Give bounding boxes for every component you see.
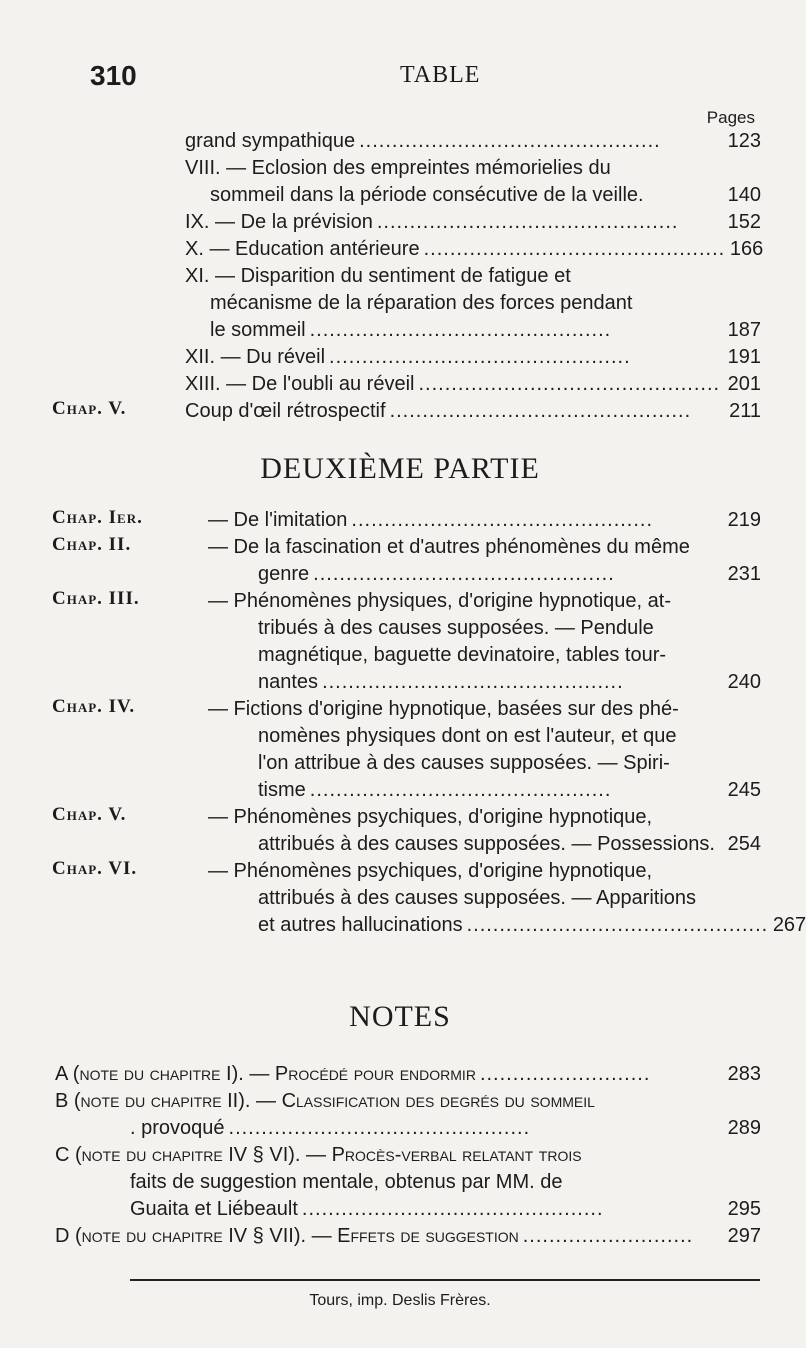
entry-text: genre <box>258 563 310 585</box>
toc-entry-continued <box>258 723 761 750</box>
note-entry: D (note du chapitre IV § VII). — Effets de suggestion .......................... 297 <box>55 1223 761 1250</box>
toc-entry-continued <box>258 615 761 642</box>
chapter-label: Chap. IV. <box>52 696 136 717</box>
entry-page: 295 <box>727 1198 761 1220</box>
entry-text: — Phénomènes psychiques, d'origine hypnotique, <box>208 860 653 882</box>
note-entry-continued: . provoqué .............................................. 289 <box>130 1115 761 1142</box>
page-number: 310 <box>90 60 137 91</box>
entry-page: 166 <box>729 238 764 260</box>
entry-page: 152 <box>727 211 761 233</box>
entry-page: 123 <box>727 130 761 152</box>
entry-page: 267 <box>772 914 806 936</box>
pages-column-label: Pages <box>706 108 755 127</box>
running-title: TABLE <box>400 62 481 88</box>
entry-text: D (note du chapitre IV § VII). — Effets de suggestion <box>55 1225 519 1247</box>
entry-text: nomènes physiques dont on est l'auteur, et que <box>258 725 677 747</box>
entry-text: IX. — De la prévision <box>185 211 373 233</box>
entry-text: et autres hallucinations <box>258 914 463 936</box>
note-entry <box>55 1088 761 1115</box>
entry-page: 240 <box>727 671 761 693</box>
toc-entry <box>208 696 761 723</box>
entry-text: sommeil dans la période consécutive de la veille. <box>210 184 644 206</box>
note-entry-continued: Guaita et Liébeault .............................................. 295 <box>130 1196 761 1223</box>
entry-text: X. — Education antérieure <box>185 238 420 260</box>
toc-entry-continued: genre .............................................. 231 <box>258 561 761 588</box>
entry-text: A (note du chapitre I). — Procédé pour endormir <box>55 1063 476 1085</box>
note-entry: A (note du chapitre I). — Procédé pour endormir .......................... 283 <box>55 1061 761 1088</box>
toc-entry <box>208 804 761 831</box>
chapter-label: Chap. VI. <box>52 858 138 879</box>
entry-text: . provoqué <box>130 1117 225 1139</box>
entry-text: — Fictions d'origine hypnotique, basées sur des phé- <box>208 698 679 720</box>
entry-page: 219 <box>727 509 761 531</box>
entry-text: le sommeil <box>210 319 306 341</box>
toc-entry <box>185 263 761 290</box>
notes-title: NOTES <box>349 1000 451 1033</box>
entry-text: nantes <box>258 671 319 693</box>
toc-entry-continued: le sommeil .............................................. 187 <box>210 317 761 344</box>
toc-entry <box>208 588 761 615</box>
entry-text: XIII. — De l'oubli au réveil <box>185 373 415 395</box>
entry-text: grand sympathique <box>185 130 356 152</box>
entry-text: C (note du chapitre IV § VI). — Procès-verbal relatant trois <box>55 1144 582 1166</box>
footer-rule <box>130 1279 760 1281</box>
entry-page: 140 <box>727 184 761 206</box>
toc-entry-continued <box>258 831 761 858</box>
entry-page: 201 <box>727 373 761 395</box>
printer-imprint: Tours, imp. Deslis Frères. <box>309 1292 491 1309</box>
part-title: DEUXIÈME PARTIE <box>260 452 540 485</box>
entry-text: — De l'imitation <box>208 509 348 531</box>
entry-text: XII. — Du réveil <box>185 346 326 368</box>
entry-page: 297 <box>727 1225 761 1247</box>
entry-text: l'on attribue à des causes supposées. — Spiri- <box>258 752 670 774</box>
entry-text: tisme <box>258 779 306 801</box>
toc-entry: X. — Education antérieure .............................................. 166 <box>185 236 761 263</box>
entry-page: 211 <box>729 400 761 422</box>
toc-entry-continued: nantes .............................................. 240 <box>258 669 761 696</box>
entry-text: tribués à des causes supposées. — Pendule <box>258 617 654 639</box>
toc-entry: grand sympathique .............................................. 123 <box>185 128 761 155</box>
toc-entry: XIII. — De l'oubli au réveil .............................................. 201 <box>185 371 761 398</box>
entry-text: VIII. — Eclosion des empreintes mémorielies du <box>185 157 611 179</box>
toc-entry-continued: et autres hallucinations .............................................. 267 <box>258 912 761 939</box>
page-header <box>90 60 740 100</box>
toc-entry: Coup d'œil rétrospectif .............................................. 211 <box>185 398 761 425</box>
chapter-label: Chap. Ier. <box>52 507 143 528</box>
entry-text: — Phénomènes psychiques, d'origine hypnotique, <box>208 806 653 828</box>
toc-entry: IX. — De la prévision .............................................. 152 <box>185 209 761 236</box>
entry-page: 254 <box>727 833 761 855</box>
entry-text: Guaita et Liébeault <box>130 1198 298 1220</box>
entry-page: 283 <box>727 1063 761 1085</box>
toc-entry <box>208 534 761 561</box>
entry-page: 187 <box>727 319 761 341</box>
entry-page: 231 <box>727 563 761 585</box>
note-entry-continued <box>130 1169 761 1196</box>
toc-entry-continued <box>210 290 761 317</box>
toc-entry-continued <box>210 182 761 209</box>
toc-entry-continued <box>258 750 761 777</box>
note-entry <box>55 1142 761 1169</box>
entry-text: faits de suggestion mentale, obtenus par MM. de <box>130 1171 563 1193</box>
entry-text: mécanisme de la réparation des forces pendant <box>210 292 633 314</box>
toc-entry: XII. — Du réveil .............................................. 191 <box>185 344 761 371</box>
entry-text: B (note du chapitre II). — Classification des degrés du sommeil <box>55 1090 595 1112</box>
chapter-label: Chap. III. <box>52 588 140 609</box>
chapter-label: Chap. II. <box>52 534 132 555</box>
entry-text: — Phénomènes physiques, d'origine hypnotique, at- <box>208 590 671 612</box>
toc-entry <box>208 858 761 885</box>
entry-page: 191 <box>727 346 761 368</box>
entry-text: attribués à des causes supposées. — Apparitions <box>258 887 697 909</box>
entry-text: magnétique, baguette devinatoire, tables tour- <box>258 644 667 666</box>
toc-entry-continued <box>258 885 761 912</box>
entry-text: attribués à des causes supposées. — Possessions. <box>258 833 715 855</box>
entry-page: 289 <box>727 1117 761 1139</box>
toc-entry-continued: tisme .............................................. 245 <box>258 777 761 804</box>
chapter-label: Chap. V. <box>52 398 127 419</box>
toc-entry <box>185 155 761 182</box>
entry-text: — De la fascination et d'autres phénomènes du même <box>208 536 690 558</box>
entry-page: 245 <box>727 779 761 801</box>
toc-entry-continued <box>258 642 761 669</box>
entry-text: XI. — Disparition du sentiment de fatigue et <box>185 265 571 287</box>
chapter-label: Chap. V. <box>52 804 127 825</box>
entry-text: Coup d'œil rétrospectif <box>185 400 386 422</box>
toc-entry: — De l'imitation .............................................. 219 <box>208 507 761 534</box>
